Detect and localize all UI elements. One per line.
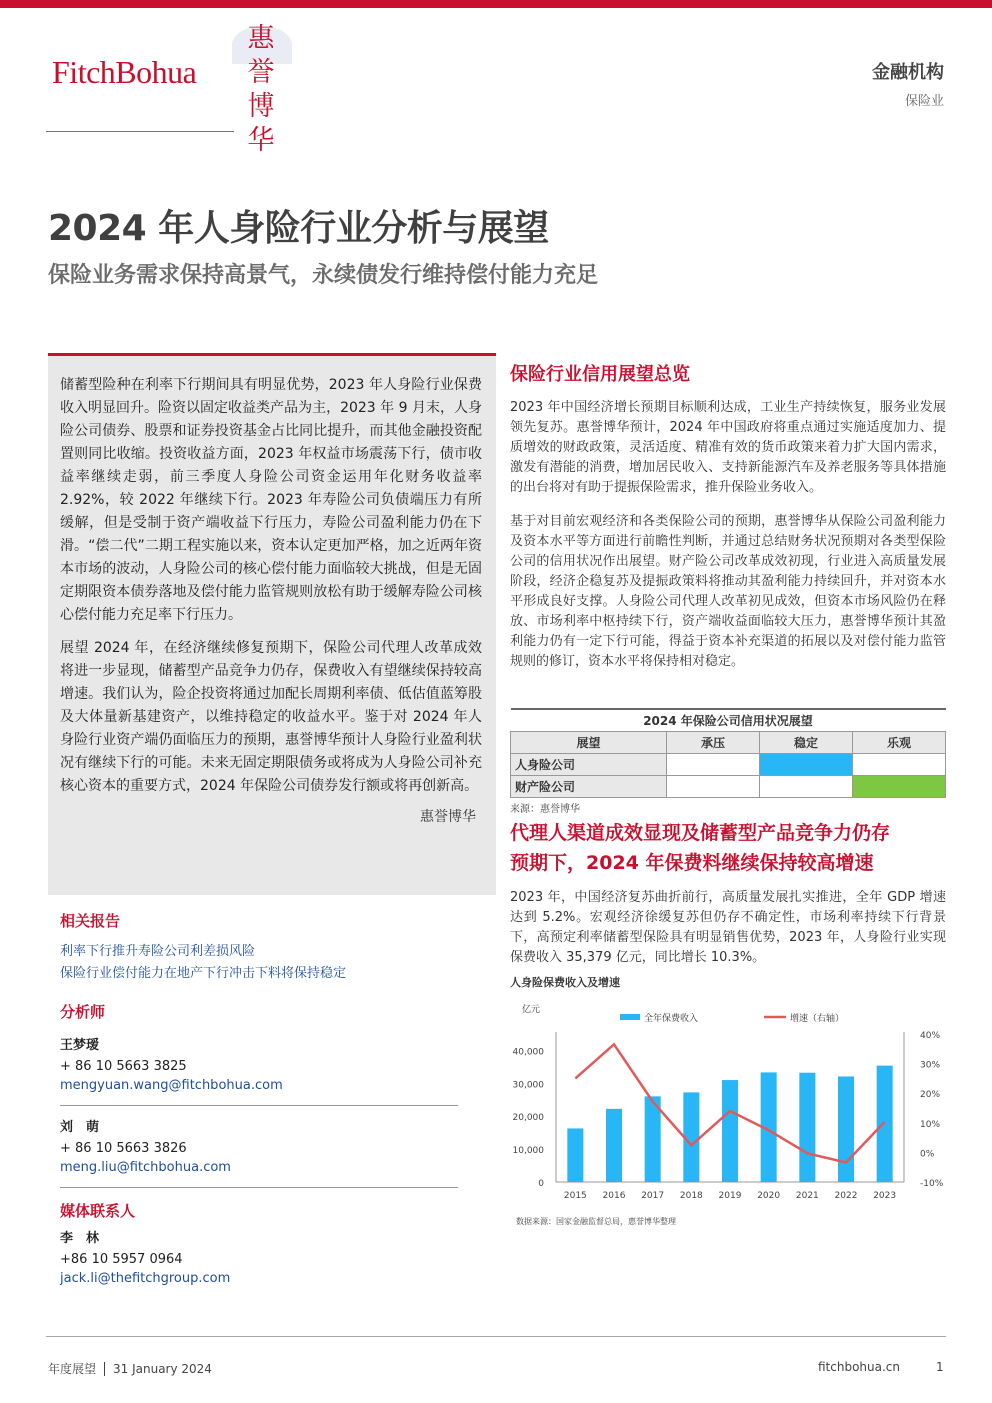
chart-bar — [722, 1080, 738, 1182]
overview-heading: 保险行业信用展望总览 — [510, 364, 690, 385]
chart-x-tick-label: 2023 — [873, 1191, 897, 1201]
media-contact-card — [60, 1225, 458, 1294]
analyst-email-link[interactable]: meng.liu@fitchbohua.com — [60, 1160, 231, 1175]
outlook-cell — [667, 753, 760, 775]
chart-bar — [799, 1073, 815, 1182]
premium-chart-svg — [510, 972, 950, 1232]
growth-paragraph: 2023 年，中国经济复苏曲折前行，高质量发展扎实推进，全年 GDP 增速达到 5.2%。宏观经济徐缓复苏但仍存不确定性，市场利率持续下行背景下，高预定利率储蓄型保险具有明显销售优势，2023 年，人身险行业实现保费收入 35,379 亿元，同比增长 10.3%。 — [510, 890, 946, 965]
chart-bar — [606, 1109, 622, 1182]
outlook-cell-selected — [853, 775, 946, 797]
footer-doc-type: 年度展望 — [48, 1362, 97, 1376]
analyst-divider — [60, 1187, 458, 1188]
analyst-card — [60, 1032, 458, 1101]
chart-y-tick-label: 30,000 — [512, 1080, 544, 1091]
chart-y2-tick-label: 0% — [920, 1149, 935, 1160]
analysts-heading: 分析师 — [60, 1003, 106, 1021]
chart-y-tick-label: 0 — [538, 1179, 544, 1189]
media-contact-heading: 媒体联系人 — [60, 1202, 136, 1220]
outlook-header-positive: 乐观 — [853, 731, 946, 753]
logo-divider — [46, 131, 234, 132]
outlook-cell — [667, 775, 760, 797]
outlook-cell — [853, 753, 946, 775]
footer-divider — [46, 1336, 946, 1337]
footer-left — [48, 1360, 212, 1377]
summary-signature: 惠誉博华 — [420, 809, 476, 825]
outlook-table — [510, 708, 946, 798]
summary-box — [48, 353, 496, 895]
chart-x-tick-label: 2021 — [795, 1191, 819, 1201]
outlook-table-title: 2024 年保险公司信用状况展望 — [511, 709, 946, 731]
analyst-phone: + 86 10 5663 3826 — [60, 1141, 187, 1156]
sidebar — [48, 910, 458, 1294]
chart-x-tick-label: 2016 — [602, 1191, 626, 1201]
growth-heading-line-2: 预期下，2024 年保费料继续保持较高增速 — [510, 852, 874, 874]
analyst-divider — [60, 1105, 458, 1106]
chart-ylabel: 亿元 — [522, 1005, 541, 1015]
footer-site-link[interactable]: fitchbohua.cn — [818, 1360, 901, 1374]
overview-section — [510, 360, 946, 672]
page-number: 1 — [936, 1360, 944, 1374]
summary-paragraph-1: 储蓄型险种在利率下行期间具有明显优势，2023 年人身险行业保费收入明显回升。险资以固定收益类产品为主，2023 年 9 月末，人身险公司债券、股票和证券投资基金占比同比提升，而其他金融投资配置则同比收缩。投资收益方面，2023 年权益市场震荡下行，债市收益率继续走弱，前三季度人身险公司资金运用年化财务收益率 2.92%，较 2022 年继续下行。2023 年寿险公司负债端压力有所缓解，但是受制于资产端收益下行压力，寿险公司盈利能力仍在下滑。“偿二代”二期工程实施以来，资本认定更加严格，加之近两年资本市场的波动，人身险公司的核心偿付能力面临较大挑战，但是无固定期限资本债券落地及偿付能力监管规则放松有助于缓解寿险公司核心偿付能力充足率下行压力。 — [60, 377, 482, 623]
chart-y-tick-label: 10,000 — [512, 1146, 544, 1157]
related-report-link-2[interactable]: 保险行业偿付能力在地产下行冲击下料将保持稳定 — [60, 966, 347, 981]
analyst-name: 刘 萌 — [60, 1120, 100, 1135]
chart-x-tick-label: 2017 — [641, 1191, 665, 1201]
premium-chart — [510, 972, 950, 1232]
chart-x-tick-label: 2022 — [834, 1191, 858, 1201]
chart-legend-bar-swatch — [620, 1014, 640, 1020]
chart-y-tick-label: 40,000 — [512, 1047, 544, 1058]
summary-paragraph-2: 展望 2024 年，在经济继续修复预期下，保险公司代理人改革成效将进一步显现，储蓄型产品竞争力仍存，保费收入有望继续保持较高增速。我们认为，险企投资将通过加配长周期利率债、低估值蓝筹股及大体量新基建资产，以维持稳定的收益水平。鉴于对 2024 年人身险行业资产端仍面临压力的预期，惠誉博华预计人身险行业盈利状况有继续下行的可能。未来无固定期限债务或将成为人身险公司补充核心资本的重要方式，2024 年保险公司债券发行额或将再创新高。 — [60, 640, 482, 794]
chart-y2-tick-label: -10% — [920, 1179, 944, 1189]
media-contact-phone: +86 10 5957 0964 — [60, 1252, 183, 1267]
related-reports-heading: 相关报告 — [60, 912, 121, 930]
outlook-cell-selected — [760, 753, 853, 775]
chart-y2-tick-label: 10% — [920, 1119, 941, 1130]
sector-sub: 保险业 — [904, 94, 944, 109]
sector-main: 金融机构 — [872, 62, 944, 83]
analyst-phone: + 86 10 5663 3825 — [60, 1059, 187, 1074]
outlook-table-wrap — [510, 708, 946, 815]
footer-date: 31 January 2024 — [113, 1362, 212, 1376]
overview-paragraph-1: 2023 年中国经济增长预期目标顺利达成，工业生产持续恢复，服务业发展领先复苏。惠誉博华预计，2024 年中国政府将重点通过实施适度加力、提质增效的财政政策，灵活适度、精准有效的货币政策来着力扩大国内需求，激发有潜能的消费，增加居民收入、支持新能源汽车及养老服务等具体措施的出台将对有助于提振保险需求，推升保险业务收入。 — [510, 400, 946, 495]
media-contact-email-link[interactable]: jack.li@thefitchgroup.com — [60, 1271, 231, 1286]
outlook-header-outlook: 展望 — [511, 731, 667, 753]
related-report-link-1[interactable]: 利率下行推升寿险公司利差损风险 — [60, 944, 256, 959]
chart-source: 数据来源：国家金融监督总局，惠誉博华整理 — [516, 1217, 676, 1226]
chart-y2-tick-label: 20% — [920, 1090, 941, 1101]
fitchbohua-chinese-logo: 惠誉 博华 — [236, 22, 286, 112]
outlook-source: 来源：惠誉博华 — [510, 803, 580, 815]
chart-x-tick-label: 2019 — [718, 1191, 742, 1201]
media-contact-name: 李 林 — [60, 1231, 100, 1246]
chart-y2-tick-label: 40% — [920, 1031, 941, 1041]
page-title: 2024 年人身险行业分析与展望 — [48, 208, 549, 249]
outlook-header-pressured: 承压 — [667, 731, 760, 753]
outlook-row-pc: 财产险公司 — [511, 775, 667, 797]
chart-title: 人身险保费收入及增速 — [510, 976, 620, 989]
chart-x-tick-label: 2020 — [757, 1191, 781, 1201]
growth-heading-line-1: 代理人渠道成效显现及储蓄型产品竞争力仍存 — [510, 822, 891, 844]
chart-bar — [838, 1076, 854, 1182]
chart-bar — [877, 1066, 893, 1182]
chart-legend-bar-label: 全年保费收入 — [644, 1014, 699, 1024]
analyst-email-link[interactable]: mengyuan.wang@fitchbohua.com — [60, 1078, 283, 1093]
chart-legend-line-label: 增速（右轴） — [790, 1014, 845, 1024]
top-accent-bar — [0, 0, 992, 8]
page-subtitle: 保险业务需求保持高景气，永续债发行维持偿付能力充足 — [48, 263, 599, 288]
outlook-header-stable: 稳定 — [760, 731, 853, 753]
outlook-cell — [760, 775, 853, 797]
chart-y-tick-label: 20,000 — [512, 1113, 544, 1124]
analyst-card — [60, 1114, 458, 1183]
chart-bar — [567, 1128, 583, 1182]
chart-x-tick-label: 2015 — [563, 1191, 587, 1201]
chart-y2-tick-label: 30% — [920, 1060, 941, 1071]
analyst-name: 王梦瑷 — [60, 1038, 100, 1053]
sector-label — [872, 58, 944, 109]
chart-x-tick-label: 2018 — [679, 1191, 703, 1201]
outlook-row-life: 人身险公司 — [511, 753, 667, 775]
growth-section — [510, 818, 946, 968]
overview-paragraph-2: 基于对目前宏观经济和各类保险公司的预期，惠誉博华从保险公司盈利能力及资本水平等方面进行前瞻性判断，并通过总结财务状况预期对各类型保险公司的信用状况作出展望。财产险公司改革成效初现，行业进入高质量发展阶段，经济企稳复苏及提振政策料将推动其盈利能力持续回升，并对资本水平形成良好支撑。人身险公司代理人改革初见成效，但资本市场风险仍在释放、市场利率中枢持续下行，资产端收益面临较大压力，惠誉博华预计其盈利能力仍有一定下行可能，得益于资本补充渠道的拓展以及对偿付能力监管规则的修订，资本水平将保持相对稳定。 — [510, 514, 946, 669]
fitchbohua-logo: FitchBohua — [52, 54, 197, 90]
